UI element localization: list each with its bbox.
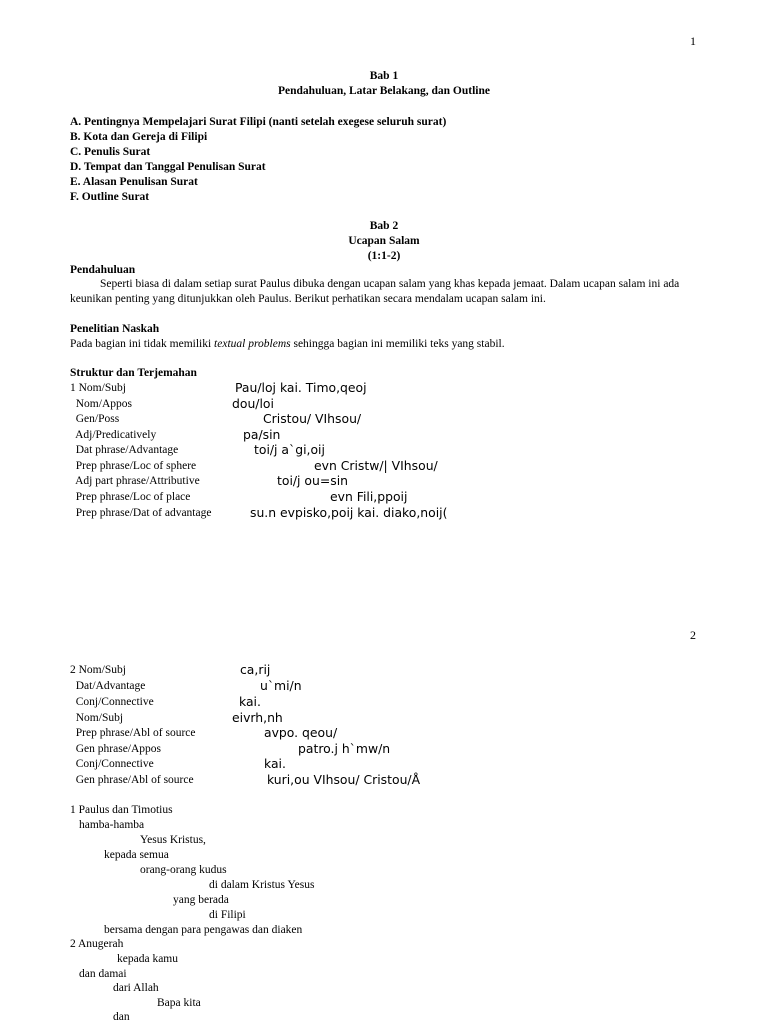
section-heading-pendahuluan: Pendahuluan	[70, 264, 136, 276]
pendahuluan-text-line: Seperti biasa di dalam setiap surat Paulus dibuka dengan ucapan salam yang khas kepada jemaat. Dalam ucapan salam ini ada	[100, 278, 680, 290]
section-heading-struktur: Struktur dan Terjemahan	[70, 367, 197, 379]
greek-text: evn Fili,ppoij	[330, 489, 408, 504]
penelitian-text	[70, 337, 505, 352]
greek-text: su.n evpisko,poij kai. diako,noij(	[250, 505, 448, 520]
greek-text: evn Cristw/| VIhsou/	[314, 458, 438, 473]
grammar-label: Gen phrase/Abl of source	[70, 774, 194, 786]
translation-line: kepada kamu	[117, 953, 178, 965]
outline-item: E. Alasan Penulisan Surat	[70, 176, 198, 188]
penelitian-text-italic: textual problems	[214, 338, 291, 350]
grammar-label: Dat/Advantage	[70, 680, 146, 692]
outline-item: A. Pentingnya Mempelajari Surat Filipi (nanti setelah exegese seluruh surat)	[70, 116, 447, 128]
translation-line: orang-orang kudus	[140, 864, 227, 876]
translation-line: kepada semua	[104, 849, 169, 861]
outline-item: C. Penulis Surat	[70, 146, 151, 158]
grammar-label: Prep phrase/Abl of source	[70, 727, 196, 739]
penelitian-text-part: sehingga bagian ini memiliki teks yang stabil.	[290, 338, 505, 350]
page-number: 1	[690, 34, 696, 48]
greek-text: Pau/loj kai. Timo,qeoj	[235, 380, 367, 395]
greek-text: u`mi/n	[260, 678, 302, 693]
grammar-label: Gen phrase/Appos	[70, 743, 162, 755]
translation-line: di dalam Kristus Yesus	[209, 879, 315, 891]
outline-item: D. Tempat dan Tanggal Penulisan Surat	[70, 161, 266, 173]
translation-line: Yesus Kristus,	[140, 834, 206, 846]
greek-text: kai.	[239, 694, 261, 709]
translation-line: dan damai	[79, 968, 127, 980]
greek-text: dou/loi	[232, 396, 274, 411]
chapter-2-subtitle: Ucapan Salam	[348, 235, 420, 247]
translation-line: dan	[113, 1011, 130, 1023]
chapter-1-subtitle: Pendahuluan, Latar Belakang, dan Outline	[278, 85, 490, 97]
greek-text: avpo. qeou/	[264, 725, 338, 740]
translation-line: hamba-hamba	[79, 819, 145, 831]
translation-line: 2 Anugerah	[70, 938, 124, 950]
translation-line: dari Allah	[113, 982, 159, 994]
pendahuluan-text-line: keunikan penting yang ditunjukkan oleh Paulus. Berikut perhatikan secara mendalam ucapan salam ini.	[70, 293, 546, 305]
grammar-label: Adj part phrase/Attributive	[70, 475, 200, 487]
grammar-label: Dat phrase/Advantage	[70, 444, 179, 456]
grammar-label: Adj/Predicatively	[70, 429, 157, 441]
chapter-2-reference: (1:1-2)	[367, 250, 401, 262]
translation-line: 1 Paulus dan Timotius	[70, 804, 173, 816]
greek-text: pa/sin	[243, 427, 281, 442]
grammar-label: Gen/Poss	[70, 413, 120, 425]
chapter-2-title: Bab 2	[369, 220, 399, 232]
grammar-label: Conj/Connective	[70, 758, 154, 770]
translation-line: bersama dengan para pengawas dan diaken	[104, 924, 303, 936]
greek-text: patro.j h`mw/n	[298, 741, 391, 756]
page-number: 2	[690, 628, 696, 642]
grammar-label: Prep phrase/Dat of advantage	[70, 507, 212, 519]
outline-item: F. Outline Surat	[70, 191, 150, 203]
grammar-label: Conj/Connective	[70, 696, 154, 708]
chapter-1-title: Bab 1	[369, 70, 399, 82]
greek-text: ca,rij	[240, 662, 271, 677]
grammar-label: 2 Nom/Subj	[70, 664, 126, 676]
greek-text: kai.	[264, 756, 286, 771]
translation-line: Bapa kita	[157, 997, 201, 1009]
greek-text: toi/j ou=sin	[277, 473, 349, 488]
penelitian-text-part: Pada bagian ini tidak memiliki	[70, 338, 215, 350]
greek-text: eivrh,nh	[232, 710, 283, 725]
translation-line: di Filipi	[209, 909, 246, 921]
section-heading-penelitian: Penelitian Naskah	[70, 323, 160, 335]
outline-item: B. Kota dan Gereja di Filipi	[70, 131, 208, 143]
grammar-label: Nom/Subj	[70, 712, 124, 724]
grammar-label: Nom/Appos	[70, 398, 132, 410]
greek-text: Cristou/ VIhsou/	[263, 411, 362, 426]
greek-text: kuri,ou VIhsou/ Cristou/Å	[267, 772, 421, 787]
grammar-label: Prep phrase/Loc of sphere	[70, 460, 197, 472]
greek-text: toi/j a`gi,oij	[254, 442, 325, 457]
grammar-label: 1 Nom/Subj	[70, 382, 126, 394]
translation-line: yang berada	[173, 894, 229, 906]
grammar-label: Prep phrase/Loc of place	[70, 491, 191, 503]
